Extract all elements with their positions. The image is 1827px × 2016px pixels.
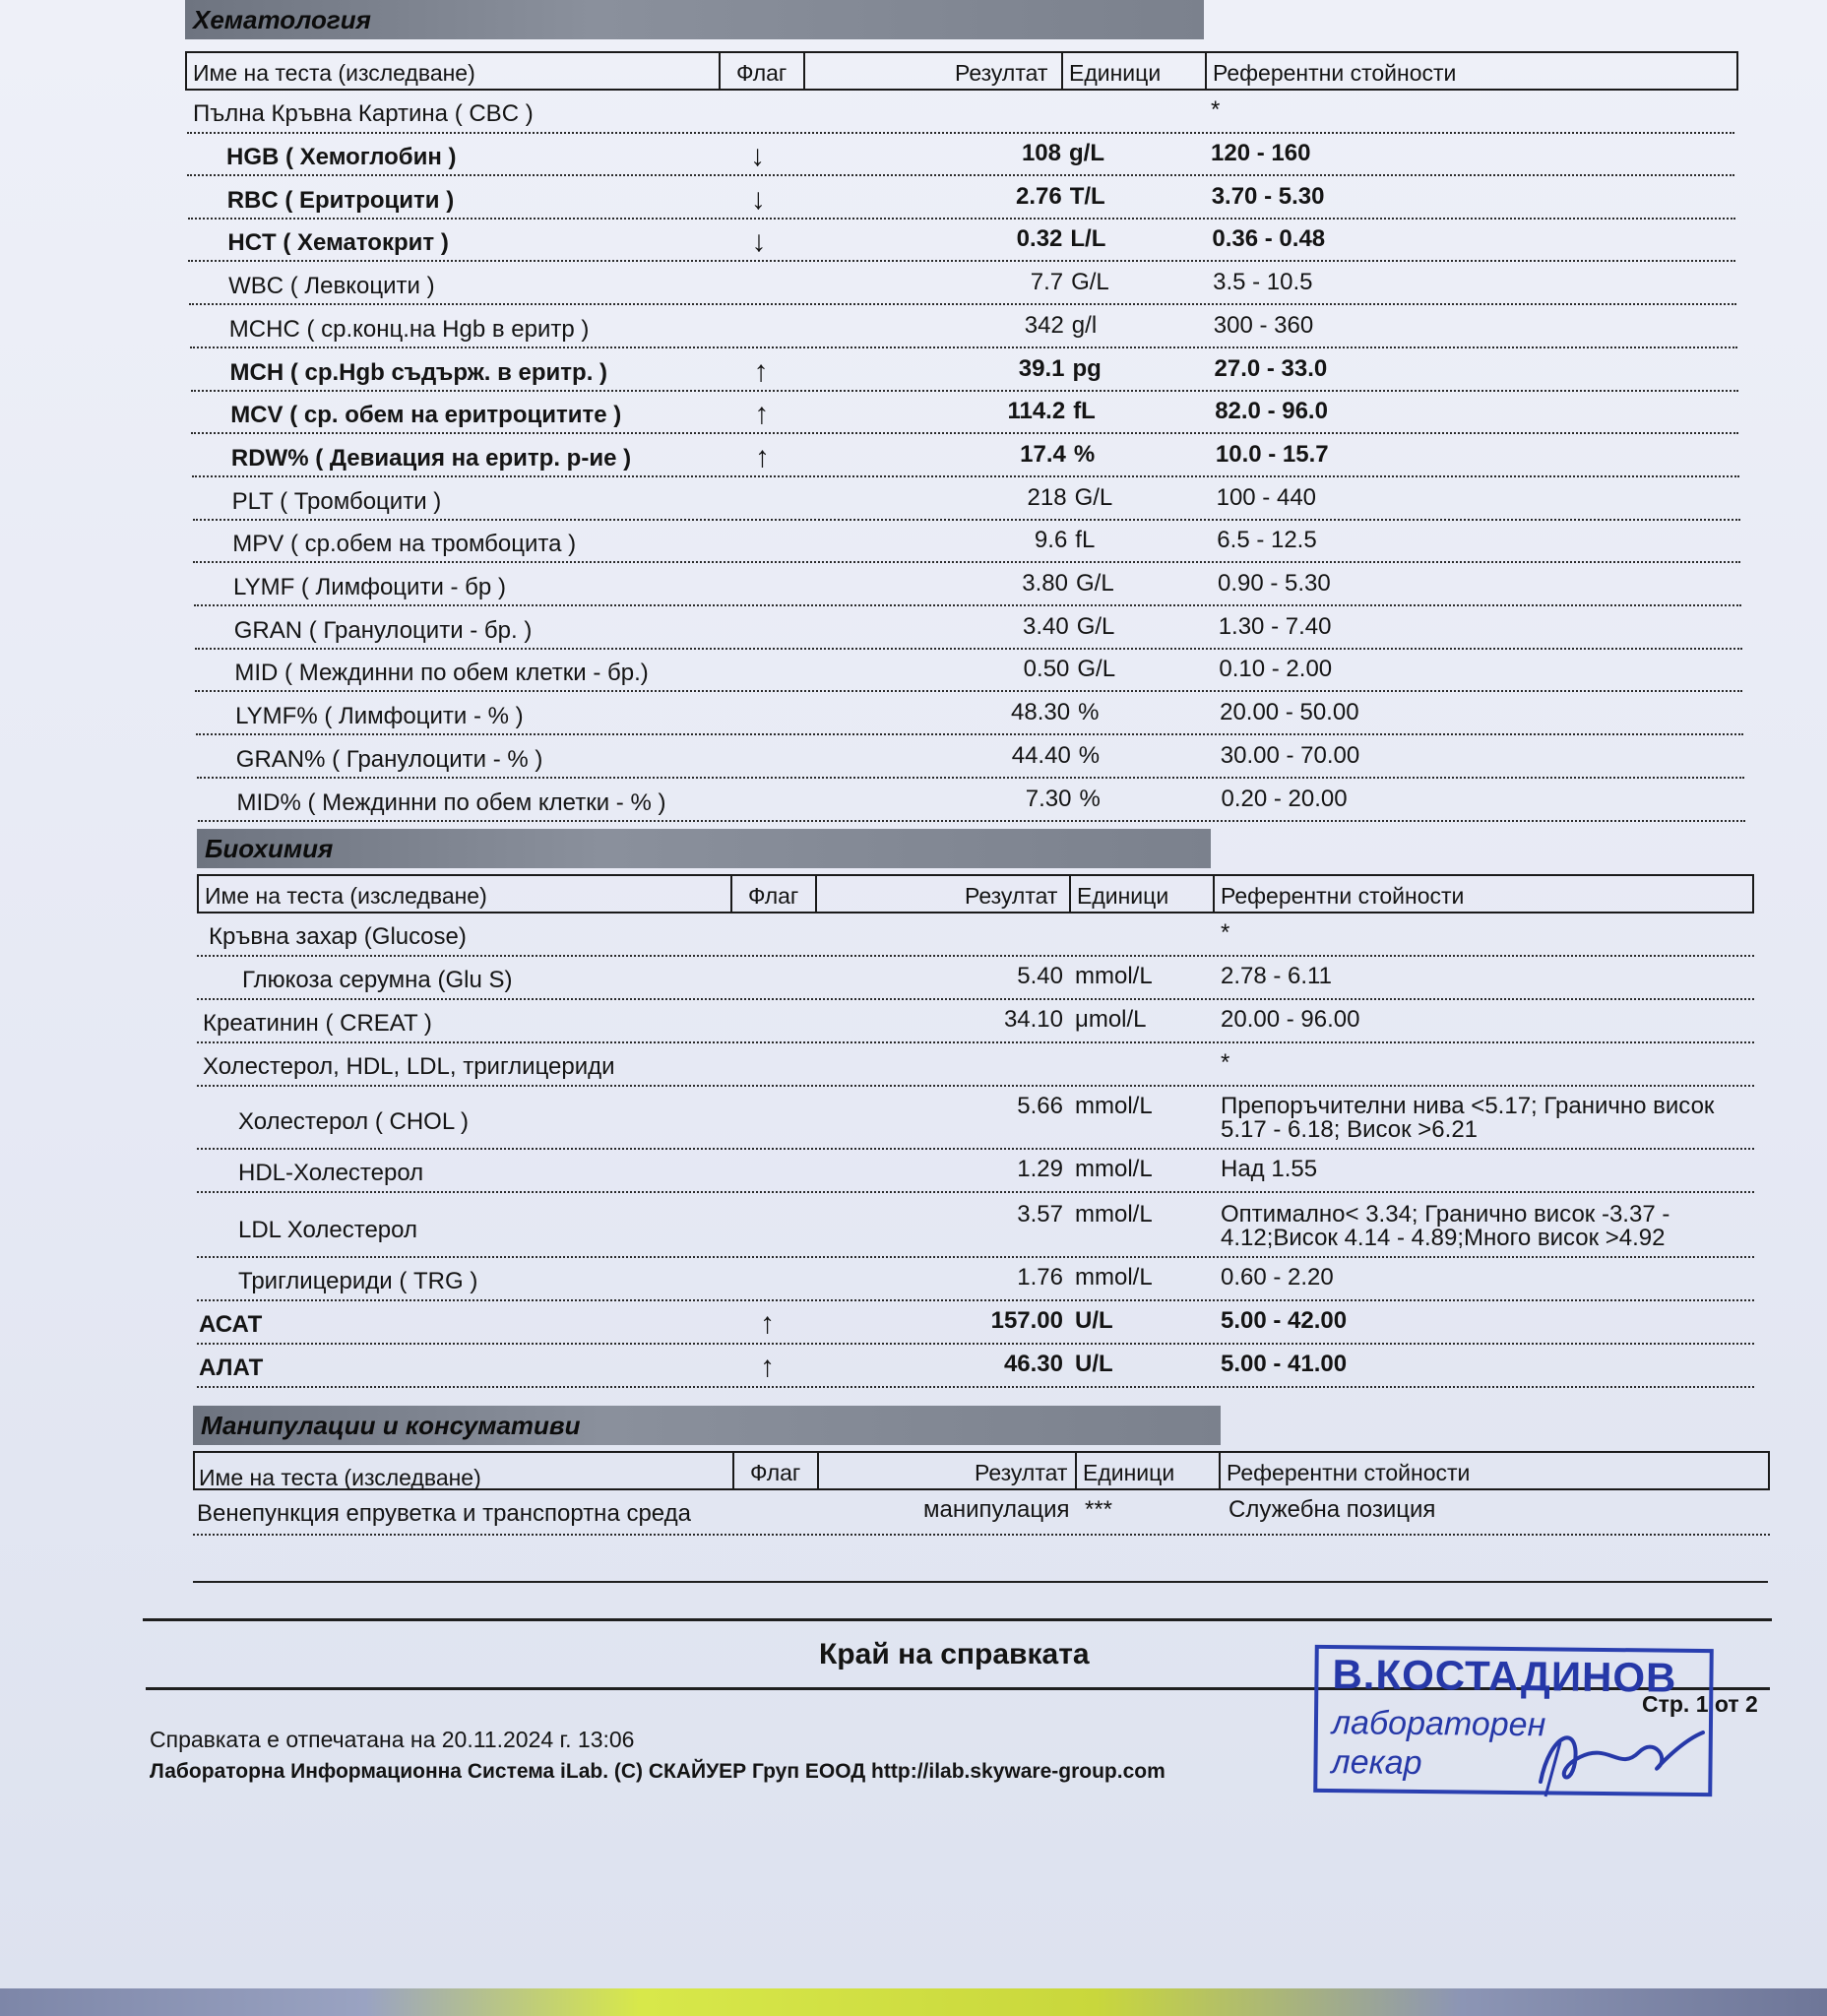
hematology-row: LYMF ( Лимфоцити - бр ) 3.80 G/L 0.90 - 5.30 <box>194 564 1741 606</box>
col-name: Име на теста (изследване) <box>193 60 475 86</box>
col-flag: Флаг <box>748 883 799 909</box>
biochemistry-row: АСАТ ↑ 157.00 U/L 5.00 - 42.00 <box>197 1301 1754 1345</box>
col-result: Резултат <box>975 1460 1068 1485</box>
col-units: Единици <box>1083 1460 1175 1485</box>
col-flag: Флаг <box>750 1460 801 1485</box>
biochemistry-section-header: Биохимия <box>197 829 1211 868</box>
hematology-row: HGB ( Хемоглобин ) ↓ 108 g/L 120 - 160 <box>187 134 1734 176</box>
hematology-group-row: Пълна Кръвна Картина ( CBC ) * <box>187 91 1734 134</box>
col-ref: Референтни стойности <box>1213 60 1457 86</box>
divider <box>193 1581 1768 1583</box>
system-info: Лабораторна Информационна Система iLab. (C) СКАЙУЕР Груп ЕООД http://ilab.skyware-group.com <box>150 1760 1166 1783</box>
col-units: Единици <box>1069 60 1162 86</box>
biochemistry-row: Кръвна захар (Glucose) * <box>197 914 1754 957</box>
hematology-row: MID% ( Междинни по обем клетки - % ) 7.30 % 0.20 - 20.00 <box>198 780 1745 822</box>
biochemistry-row: Холестерол ( CHOL ) 5.66 mmol/L Препоръчителни нива <5.17; Гранично висок 5.17 - 6.18; Висок >6.21 <box>197 1087 1754 1150</box>
hematology-row: MCH ( ср.Hgb съдърж. в еритр. ) ↑ 39.1 pg 27.0 - 33.0 <box>191 349 1738 392</box>
hematology-row: MCV ( ср. обем на еритроцитите ) ↑ 114.2 fL 82.0 - 96.0 <box>191 392 1738 434</box>
end-of-report: Край на справката <box>819 1638 1090 1670</box>
hematology-row: MPV ( ср.обем на тромбоцита ) 9.6 fL 6.5 - 12.5 <box>193 521 1740 563</box>
hematology-row: WBC ( Левкоцити ) 7.7 G/L 3.5 - 10.5 <box>189 263 1736 305</box>
biochemistry-column-header <box>197 874 1754 914</box>
col-units: Единици <box>1077 883 1169 909</box>
col-name: Име на теста (изследване) <box>205 883 487 909</box>
hematology-row: GRAN% ( Гранулоцити - % ) 44.40 % 30.00 - 70.00 <box>197 736 1744 779</box>
biochemistry-row: Глюкоза серумна (Glu S) 5.40 mmol/L 2.78 - 6.11 <box>197 957 1754 1000</box>
col-name: Име на теста (изследване) <box>199 1465 481 1490</box>
col-result: Резултат <box>955 60 1048 86</box>
hematology-row: MCHC ( ср.конц.на Hgb в еритр ) 342 g/l 300 - 360 <box>190 306 1737 348</box>
biochemistry-row: Креатинин ( CREAT ) 34.10 μmol/L 20.00 - 96.00 <box>197 1000 1754 1043</box>
page-number: Стр. 1 от 2 <box>1642 1691 1758 1717</box>
col-ref: Референтни стойности <box>1221 883 1465 909</box>
hematology-row: GRAN ( Гранулоцити - бр. ) 3.40 G/L 1.30 - 7.40 <box>195 607 1742 650</box>
biochemistry-row: Холестерол, HDL, LDL, триглицериди * <box>197 1043 1754 1087</box>
hematology-row: PLT ( Тромбоцити ) 218 G/L 100 - 440 <box>193 478 1740 521</box>
hematology-row: LYMF% ( Лимфоцити - % ) 48.30 % 20.00 - 50.00 <box>196 693 1743 735</box>
hematology-row: MID ( Междинни по обем клетки - бр.) 0.50 G/L 0.10 - 2.00 <box>195 650 1742 692</box>
biochemistry-row: АЛАТ ↑ 46.30 U/L 5.00 - 41.00 <box>197 1345 1754 1388</box>
printed-date: Справката е отпечатана на 20.11.2024 г. 13:06 <box>150 1727 635 1752</box>
manipulations-section-header: Манипулации и консумативи <box>193 1406 1221 1445</box>
col-flag: Флаг <box>736 60 788 86</box>
col-result: Резултат <box>965 883 1058 909</box>
hematology-section-header: Хематология <box>185 0 1204 39</box>
manipulations-column-header <box>193 1451 1770 1490</box>
col-ref: Референтни стойности <box>1227 1460 1471 1485</box>
hematology-column-header <box>185 51 1738 91</box>
background-strip <box>0 1988 1827 2016</box>
doctor-stamp: В.КОСТАДИНОВ лабораторен лекар <box>1313 1645 1714 1796</box>
biochemistry-row: LDL Холестерол 3.57 mmol/L Оптимално< 3.34; Гранично висок -3.37 - 4.12;Висок 4.14 - 4.89;Много висок >4.92 <box>197 1195 1754 1258</box>
manipulation-row: Венепункция епруветка и транспортна среда манипулация *** Служебна позиция <box>193 1490 1770 1536</box>
hematology-row: RDW% ( Девиация на еритр. р-ие ) ↑ 17.4 % 10.0 - 15.7 <box>192 435 1739 477</box>
biochemistry-row: HDL-Холестерол 1.29 mmol/L Над 1.55 <box>197 1150 1754 1193</box>
biochemistry-row: Триглицериди ( TRG ) 1.76 mmol/L 0.60 - 2.20 <box>197 1258 1754 1301</box>
hematology-row: HCT ( Хематокрит ) ↓ 0.32 L/L 0.36 - 0.48 <box>188 220 1735 262</box>
divider <box>143 1618 1772 1621</box>
hematology-row: RBC ( Еритроцити ) ↓ 2.76 T/L 3.70 - 5.30 <box>188 177 1735 220</box>
signature <box>1521 1713 1708 1801</box>
